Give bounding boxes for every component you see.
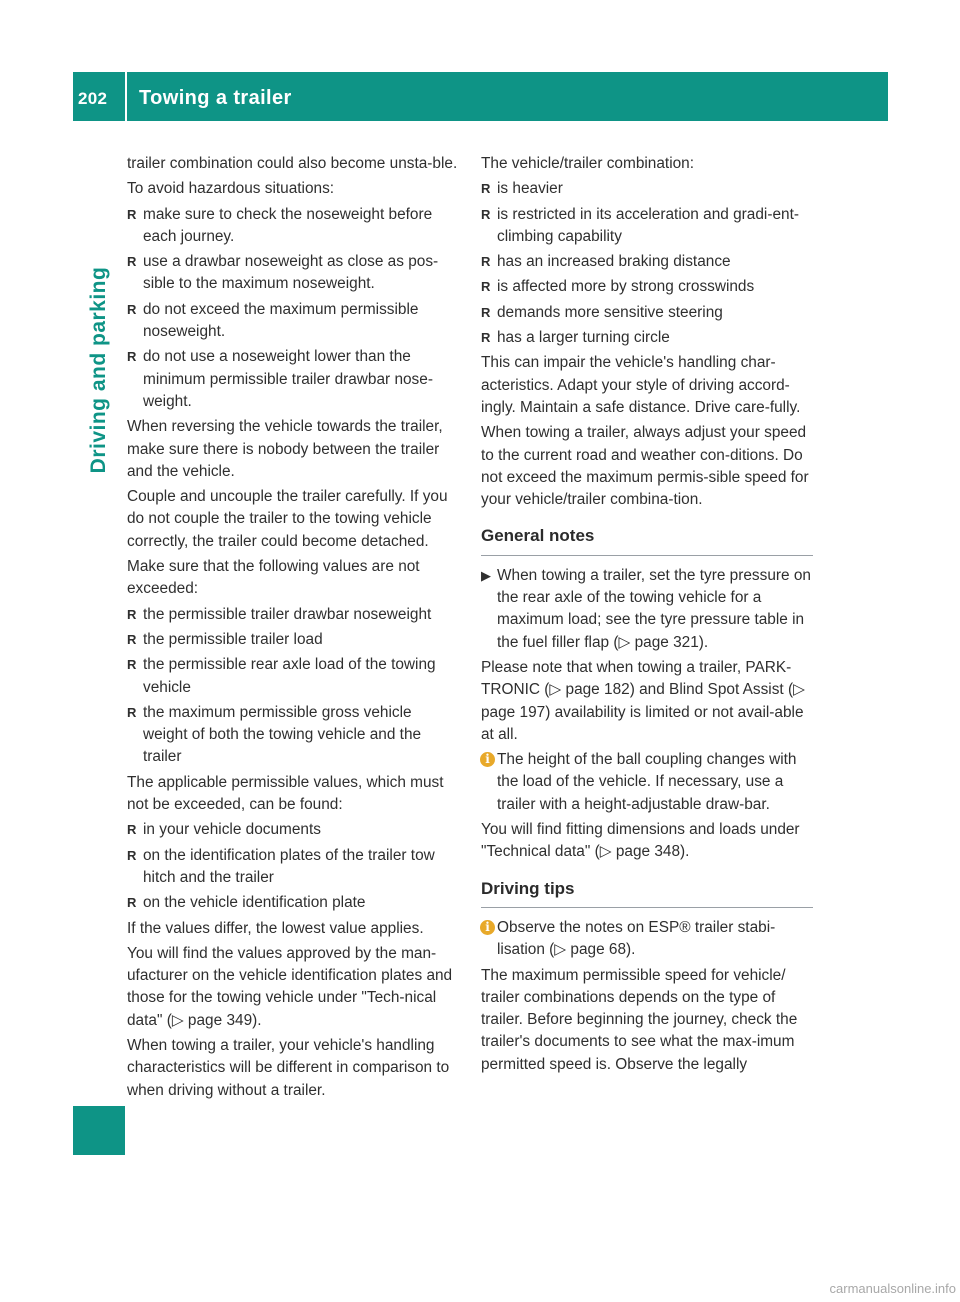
bullet-icon: R (127, 254, 137, 270)
left-column (127, 153, 459, 1105)
bullet-item (481, 276, 813, 298)
item-text: the permissible trailer drawbar noseweight (143, 605, 432, 623)
item-text: has a larger turning circle (497, 329, 670, 347)
bullet-icon: R (127, 657, 137, 673)
side-tab-marker (73, 1106, 125, 1155)
item-text: the permissible trailer load (143, 630, 323, 648)
item-text: the maximum permissible gross vehicle weight of both the towing vehicle and the trailer (143, 703, 422, 766)
bullet-icon: R (481, 181, 491, 197)
item-text: do not exceed the maximum permissible noseweight. (143, 300, 419, 341)
bullet-item (127, 702, 459, 769)
paragraph: When towing a trailer, your vehicle's handling characteristics will be different in comparison to when driving without a trailer. (127, 1036, 450, 1099)
side-tab-label: Driving and parking (87, 266, 110, 474)
bullet-icon: R (481, 279, 491, 295)
bullet-icon: R (127, 301, 137, 317)
paragraph: trailer combination could also become unsta-ble. (127, 155, 458, 172)
paragraph: This can impair the vehicle's handling char-acteristics. Adapt your style of driving accord-ingly. Maintain a safe distance. Drive care-fully. (481, 354, 801, 416)
instruction-step (481, 565, 813, 654)
paragraph: When towing a trailer, always adjust your speed to the current road and weather con-ditions. Do not exceed the maximum permis-sible speed for your vehicle/trailer combina-tion. (481, 424, 809, 509)
item-text: the permissible rear axle load of the towing vehicle (143, 656, 436, 696)
item-text: on the vehicle identification plate (143, 894, 366, 912)
bullet-item (127, 819, 459, 841)
bullet-item (481, 251, 813, 273)
bullet-icon: R (127, 704, 137, 720)
bullet-icon: R (127, 822, 137, 838)
item-text: make sure to check the noseweight before each journey. (143, 205, 433, 245)
bullet-item (481, 302, 813, 324)
subsection-heading: General notes (481, 525, 813, 555)
bullet-icon: R (127, 606, 137, 622)
item-text: in your vehicle documents (143, 821, 321, 839)
bullet-icon: R (127, 631, 137, 647)
paragraph: You will find the values approved by the man-ufacturer on the vehicle identification plates and those for the towing vehicle under "Tech-nical data" (▷ page 349). (127, 944, 453, 1029)
right-column (481, 153, 813, 1079)
bullet-item (481, 178, 813, 200)
paragraph: Please note that when towing a trailer, PARK-TRONIC (▷ page 182) and Blind Spot Assist (▷ page 197) availability is limited or not avail-able at all. (481, 658, 805, 743)
bullet-item (127, 299, 459, 344)
bullet-item (127, 346, 459, 413)
item-text: demands more sensitive steering (497, 303, 723, 321)
bullet-item (127, 654, 459, 699)
item-text: use a drawbar noseweight as close as pos-sible to the maximum noseweight. (143, 253, 439, 293)
item-text: The height of the ball coupling changes with the load of the vehicle. If necessary, use a trailer with a height-adjustable draw-bar. (497, 751, 797, 813)
paragraph: The vehicle/trailer combination: (481, 155, 695, 172)
footer-site-watermark: carmanualsonline.info (829, 1281, 956, 1296)
paragraph: Couple and uncouple the trailer carefully. If you do not couple the trailer to the towing vehicle correctly, the trailer could become detached. (127, 488, 448, 550)
info-icon: i (480, 752, 495, 767)
paragraph: The applicable permissible values, which must not be exceeded, can be found: (127, 773, 444, 814)
bullet-icon: R (481, 330, 491, 346)
subsection-heading: Driving tips (481, 878, 813, 908)
paragraph: When reversing the vehicle towards the trailer, make sure there is nobody between the trailer and the vehicle. (127, 418, 443, 480)
bullet-item (127, 892, 459, 914)
item-text: is affected more by strong crosswinds (497, 278, 755, 296)
section-title: Towing a trailer (139, 87, 292, 109)
arrow-right-icon: ▶ (481, 567, 491, 583)
item-text: is restricted in its acceleration and gradi-ent-climbing capability (497, 205, 799, 245)
bullet-item (127, 604, 459, 626)
bullet-item (481, 204, 813, 249)
bullet-icon: R (127, 895, 137, 911)
bullet-item (127, 629, 459, 651)
bullet-icon: R (481, 206, 491, 222)
bullet-item (127, 845, 459, 890)
item-text: is heavier (497, 180, 563, 198)
item-text: do not use a noseweight lower than the minimum permissible trailer drawbar nose-weight. (143, 348, 433, 410)
bullet-item (127, 204, 459, 249)
info-icon: i (480, 920, 495, 935)
header-divider (125, 72, 127, 121)
item-text: on the identification plates of the trailer tow hitch and the trailer (143, 846, 435, 886)
page-number: 202 (78, 89, 108, 108)
bullet-icon: R (481, 304, 491, 320)
bullet-icon: R (127, 847, 137, 863)
paragraph: The maximum permissible speed for vehicle/ trailer combinations depends on the type of trailer. Before beginning the journey, check the trailer's documents to see what the max-imum permitted speed is. Observe the legally (481, 966, 798, 1073)
item-text: has an increased braking distance (497, 253, 731, 271)
paragraph: Make sure that the following values are not exceeded: (127, 558, 420, 598)
info-note (481, 917, 813, 962)
item-text: When towing a trailer, set the tyre pressure on the rear axle of the towing vehicle for a maximum load; see the tyre pressure table in the fuel filler flap (▷ page 321). (497, 566, 811, 651)
bullet-item (481, 327, 813, 349)
paragraph: You will find fitting dimensions and loads under "Technical data" (▷ page 348). (481, 821, 800, 861)
bullet-icon: R (127, 206, 137, 222)
bullet-icon: R (127, 349, 137, 365)
bullet-icon: R (481, 254, 491, 270)
item-text: Observe the notes on ESP® trailer stabi-lisation (▷ page 68). (497, 918, 776, 959)
bullet-item (127, 251, 459, 296)
info-note (481, 749, 813, 816)
paragraph: To avoid hazardous situations: (127, 180, 335, 198)
paragraph: If the values differ, the lowest value applies. (127, 919, 424, 937)
